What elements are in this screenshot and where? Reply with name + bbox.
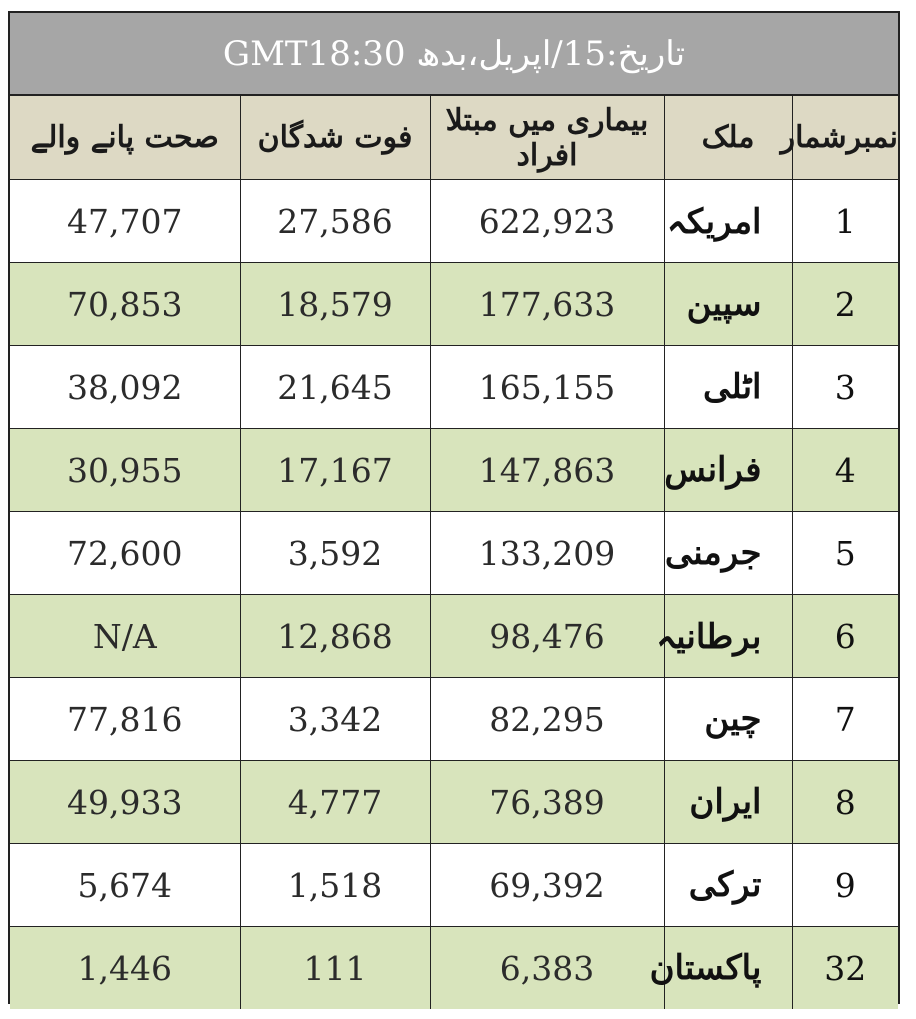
- table-row: [10, 844, 898, 927]
- cell-deaths: 27,586: [240, 180, 430, 263]
- header-country: ملک: [664, 96, 792, 180]
- cell-recovered: 72,600: [10, 512, 240, 595]
- cell-serial: 9: [792, 844, 898, 927]
- table-title: تاریخ:15/اپریل،بدھ GMT18:30: [10, 13, 898, 96]
- cell-country: برطانیہ: [664, 595, 792, 678]
- table-row: [10, 927, 898, 1010]
- cell-country: امریکہ: [664, 180, 792, 263]
- cell-infected: 82,295: [430, 678, 664, 761]
- cell-infected: 165,155: [430, 346, 664, 429]
- covid-stats-table: [8, 11, 900, 1004]
- cell-serial: 4: [792, 429, 898, 512]
- cell-infected: 98,476: [430, 595, 664, 678]
- cell-recovered: 70,853: [10, 263, 240, 346]
- header-row: [10, 96, 898, 180]
- cell-serial: 6: [792, 595, 898, 678]
- cell-deaths: 3,342: [240, 678, 430, 761]
- cell-country: جرمنی: [664, 512, 792, 595]
- cell-infected: 147,863: [430, 429, 664, 512]
- cell-serial: 3: [792, 346, 898, 429]
- cell-deaths: 3,592: [240, 512, 430, 595]
- header-serial: نمبرشمار: [792, 96, 898, 180]
- table-row: [10, 678, 898, 761]
- header-deaths: فوت شدگان: [240, 96, 430, 180]
- cell-country: ایران: [664, 761, 792, 844]
- table-row: [10, 761, 898, 844]
- cell-serial: 7: [792, 678, 898, 761]
- cell-serial: 1: [792, 180, 898, 263]
- cell-infected: 76,389: [430, 761, 664, 844]
- cell-infected: 133,209: [430, 512, 664, 595]
- cell-deaths: 111: [240, 927, 430, 1010]
- cell-country: سپین: [664, 263, 792, 346]
- table-row: [10, 263, 898, 346]
- cell-recovered: 5,674: [10, 844, 240, 927]
- cell-recovered: 49,933: [10, 761, 240, 844]
- cell-country: اٹلی: [664, 346, 792, 429]
- header-recovered: صحت پانے والے: [10, 96, 240, 180]
- cell-recovered: 77,816: [10, 678, 240, 761]
- cell-serial: 2: [792, 263, 898, 346]
- table-row: [10, 595, 898, 678]
- header-infected: بیماری میں مبتلا افراد: [430, 96, 664, 180]
- cell-deaths: 4,777: [240, 761, 430, 844]
- cell-recovered: 30,955: [10, 429, 240, 512]
- cell-infected: 6,383: [430, 927, 664, 1010]
- cell-infected: 69,392: [430, 844, 664, 927]
- cell-infected: 622,923: [430, 180, 664, 263]
- table-row: [10, 512, 898, 595]
- cell-deaths: 1,518: [240, 844, 430, 927]
- cell-serial: 32: [792, 927, 898, 1010]
- cell-country: ترکی: [664, 844, 792, 927]
- cell-deaths: 18,579: [240, 263, 430, 346]
- cell-recovered: 47,707: [10, 180, 240, 263]
- cell-country: چین: [664, 678, 792, 761]
- cell-country: فرانس: [664, 429, 792, 512]
- cell-deaths: 21,645: [240, 346, 430, 429]
- table-row: [10, 346, 898, 429]
- cell-country: پاکستان: [664, 927, 792, 1010]
- stats-grid: [10, 96, 898, 1009]
- cell-recovered: 38,092: [10, 346, 240, 429]
- table-row: [10, 429, 898, 512]
- cell-serial: 8: [792, 761, 898, 844]
- cell-serial: 5: [792, 512, 898, 595]
- cell-infected: 177,633: [430, 263, 664, 346]
- cell-recovered: N/A: [10, 595, 240, 678]
- cell-deaths: 17,167: [240, 429, 430, 512]
- cell-recovered: 1,446: [10, 927, 240, 1010]
- table-row: [10, 180, 898, 263]
- cell-deaths: 12,868: [240, 595, 430, 678]
